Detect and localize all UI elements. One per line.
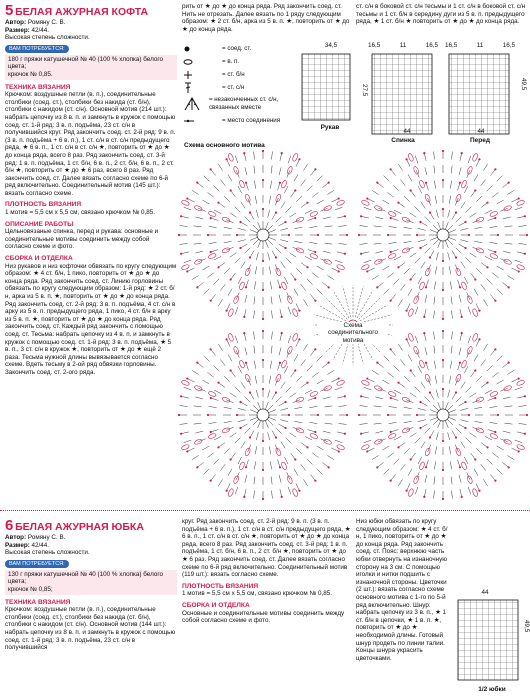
legend	[182, 42, 292, 142]
legend-row: = в. п.	[182, 55, 292, 68]
double-crochet-icon	[182, 82, 222, 94]
connecting-motif-line	[325, 297, 348, 320]
skirt-side-dim: 49,5	[523, 620, 530, 633]
skirt-caption: 1/2 юбки	[478, 686, 506, 693]
hook: крючок № 0,85.	[8, 70, 53, 78]
back-bottom-dim: 44	[403, 128, 411, 135]
size: 42/44.	[31, 541, 50, 549]
hook: крючок № 0,85;	[8, 585, 53, 593]
item6-column	[5, 518, 177, 700]
assembly-text: Основные и соединительные мотивы соединить между собой согласно схеме и фото.	[182, 609, 345, 625]
connecting-motif-label: Схема соединительного мотива	[318, 322, 388, 344]
item-number: 5	[5, 3, 14, 19]
right-top-text-block	[356, 3, 526, 39]
density-title: ПЛОТНОСТЬ ВЯЗАНИЯ	[182, 582, 259, 590]
size-label: Размер:	[5, 26, 30, 34]
author-label: Автор:	[5, 19, 27, 26]
author: Ромяну С. В.	[27, 534, 66, 541]
work-title: ОПИСАНИЕ РАБОТЫ	[5, 220, 74, 228]
legend-row: = ст. б/н	[182, 68, 292, 81]
legend-row: = соед. ст.	[182, 42, 292, 55]
assembly-title: СБОРКА И ОТДЕЛКА	[5, 255, 73, 263]
single-crochet-icon	[182, 70, 222, 80]
work-text: Цельновязаные спинка, перед и рукава: основные и соединительные мотивы соединить между собой согласно схеме и фото.	[5, 228, 159, 251]
pattern-half-skirt	[452, 590, 528, 690]
item-number: 6	[5, 518, 14, 534]
materials-badge: ВАМ ПОТРЕБУЕТСЯ:	[5, 45, 69, 53]
right-top-text: ст. с/н в боковой ст. с/н тесьмы и 1 ст. с/н в боковой ст. с/н тесьмы и 1 ст. б/н в середину дуги из 5 в. п. предыдущего ряда, ★ 1 ст. б/н ★ повторить от ★ до ★ до конца ряда.	[356, 3, 526, 26]
yarn: 130 г пряжи катушечной № 40 (100 % хлопка) белого цвета;	[8, 570, 164, 586]
density-title: ПЛОТНОСТЬ ВЯЗАНИЯ	[5, 201, 82, 209]
item5-column	[5, 3, 177, 507]
item6-heading	[5, 518, 177, 534]
legend-row: = место соединения	[182, 114, 292, 127]
mid-text: круг. Ряд закончить соед. ст. 2-й ряд: 9 в. п. (3 в. п. подъёма + 6 в. п.), 1 ст. с/н в ст. с/н предыдущего ряда, ★ 6 в. п., 1 ст. с/н в ст. с/н ★, повторить от ★ до ★ до конца ряда, всего 8 раз. Ряд закончить соед. ст. 3-й ряд: 1 в. п. подъёма, 1 ст. б/н, 6 в. п., 2 ст. б/н ★, повторить от ★ до ★ 6 раз. Ряд закончить соед. ст. Далее вязать согласно схеме по 6-й ряд включительно. Соединительный мотив (119 шт.): вязать согласно схеме.	[182, 518, 351, 579]
item-title: БЕЛАЯ АЖУРНАЯ ЮБКА	[15, 521, 144, 533]
cluster-icon	[182, 97, 209, 111]
pattern-front	[445, 40, 515, 140]
connecting-motif-line	[318, 305, 346, 321]
sleeve-side-dim: 27,5	[361, 84, 368, 97]
technique-text: Крючком: воздушные петли (в. п.), соединительные столбики (соед. ст.), столбики без накида (ст. б/н), столбики с накидом (ст. с/н). Основной мотив (214 шт.): набрать цепочку из 8 в. п. и замкнуть в кружок с помощью соед. ст. 1-й ряд: 3 в. п. подъёма, 23 ст. с/н в получившийся круг. Ряд закончить соед. ст. 2-й ряд: 9 в. п. (3 в. п. подъёма + 6 в. п.), 1 ст. с/н в ст. с/н предыдущего ряда, ★ 6 в. п., 1 ст. с/н в ст. с/н ★, повторить от ★ до ★ до конца ряда, всего 8 раз. Ряд закончить соед. ст. 3-й ряд: 1 в. п. подъёма, 1 ст. б/н, 6 в. п., 2 ст. б/н, 6 в. п., 2 ст. б/н ★, повторить от ★ до ★ 6 раз, всего 8 раз. Ряд закончить соед. ст. Далее вязать согласно схеме по 6-й ряд включительно. Соединительный мотив (145 шт.): вязать согласно схеме.	[5, 91, 176, 197]
density-text: 1 мотив = 5,5 см х 5,5 см, связано крючком № 0,85.	[182, 590, 332, 598]
motif	[358, 330, 528, 500]
assembly-text: Низ рукавов и низ кофточки обвязать по кругу следующим образом: ★ 4 ст. б/н, 1 пико, повторить от ★ до ★ до конца ряда. Ряд закончить соед. ст. Линию горловины обвязать по кругу следующим образом: 1-й ряд: ★ 2 ст. б/н, арка из 5 в. п. ★, повторить от ★ до ★ до конца ряда. Ряд закончить соед. ст. 2-й ряд: 3 в. п. подъёма, 4 ст. с/н в арку из 5 в. п. предыдущего ряда, 1 пико, 4 ст. б/н в арку из 5 в. п. ★, повторить от ★ до ★ до конца ряда. Ряд закончить соед. ст. Каждый ряд закончить с помощью соед. ст. Тесьма: набрать цепочку из 4 в. п. и замкнуть в кружок с помощью соед. ст. 1-й ряд: 3 в. п. подъёма, ★ 5 в. п., 3 ст. с/н в кружок ★, повторить от ★ до ★ ещё 2 раза. Тесьма нужной длины вывязывается согласно схеме. Вдеть тесьму в 2-ой ряд обвязки горловины. Закончить соед. ст. 2-ого ряда.	[5, 262, 177, 376]
size: 42/44.	[31, 26, 50, 34]
author: Ромяну С. В.	[27, 19, 66, 26]
difficulty: Высокая степень сложности.	[5, 549, 90, 557]
motif	[358, 150, 528, 320]
scheme-title: Схема основного мотива	[184, 142, 265, 149]
materials-box	[5, 55, 177, 80]
legend-row: = незаконченных ст. с/н, связанных вместе	[182, 94, 292, 114]
author-label: Автор:	[5, 534, 27, 541]
materials-badge: ВАМ ПОТРЕБУЕТСЯ:	[5, 560, 69, 568]
technique-title: ТЕХНИКА ВЯЗАНИЯ	[5, 83, 71, 91]
item6-right-column	[356, 518, 448, 700]
item-title: БЕЛАЯ АЖУРНАЯ КОФТА	[15, 6, 149, 18]
front-side-dim: 49,5	[520, 78, 527, 91]
connecting-motif-line	[355, 286, 363, 317]
connecting-motif-line	[360, 305, 388, 321]
density-text: 1 мотив = 5,5 см х 5,5 см, связано крючком № 0,85.	[5, 209, 155, 217]
connecting-motif-line	[343, 286, 351, 317]
connecting-motif-line	[357, 290, 373, 318]
chain-icon	[182, 57, 222, 67]
front-top-dims: 16,5 11 16,5	[445, 42, 515, 49]
materials-box	[5, 570, 177, 595]
pattern-back	[368, 40, 438, 140]
front-bottom-dim: 44	[477, 128, 485, 135]
technique-title: ТЕХНИКА ВЯЗАНИЯ	[5, 598, 71, 606]
motif	[178, 150, 348, 320]
front-caption: Перед	[470, 137, 490, 144]
back-caption: Спинка	[391, 137, 415, 144]
motif	[178, 330, 348, 500]
technique-text: Крючком: воздушные петли (в. п.), соединительные столбики (соед. ст.), столбики без накида (ст. б/н), столбики с накидом (ст. с/н). Основной мотив (144 шт.): набрать цепочку из 8 в. п. и замкнуть в кружок с помощью соед. ст. 1-й ряд: 3 в. п. подъёма, 23 ст. с/н в получившийся	[5, 606, 176, 652]
assembly-title: СБОРКА И ОТДЕЛКА	[182, 601, 250, 609]
sleeve-caption: Рукав	[320, 124, 340, 131]
mid-top-text: рить от ★ до ★ до конца ряда. Ряд закончить соед. ст. Нить не отрезать. Далее вязать по 1 ряду следующим образом: ★ 2 ст. б/н, арка из 5 в. п. ★, повторить от ★ до ★ до конца ряда.	[182, 3, 350, 33]
connecting-motif-line	[359, 297, 382, 320]
mid-top-text-block	[182, 3, 354, 43]
difficulty: Высокая степень сложности.	[5, 34, 90, 42]
slip-stitch-icon	[182, 44, 222, 54]
item6-mid-column	[182, 518, 352, 700]
connecting-motif-line	[333, 290, 349, 318]
back-top-dims: 16,5 11 16,5	[368, 42, 438, 49]
right-text: Низ юбки обвязать по кругу следующим образом: ★ 4 ст. б/н, 1 пико, повторить от ★ до ★ до конца ряда. Ряд закончить соед. ст. Пояс: верхнюю часть юбки отвернуть на изнаночную сторону на 3 см. С помощью иголки и нитки подшить с изнаночной стороны. Цветочки (2 шт.): вязать согласно схеме основного мотива с 1-го по 5-й ряд включительно. Шнур: набрать цепочку из 3 в. п., ★ 1 ст. б/н в цепочки, ★ 1 в. п. ★, повторить от ★ до ★ необходимой длины. Готовый шнур продеть по линии талии. Концы шнура украсить цветочками.	[356, 518, 448, 662]
item5-heading	[5, 3, 177, 19]
legend-row: = ст. с/н	[182, 81, 292, 94]
skirt-top-dim: 44	[481, 589, 489, 596]
size-label: Размер:	[5, 541, 30, 549]
join-point-icon	[182, 116, 222, 126]
sleeve-top-dim: 34,5	[324, 42, 338, 49]
section-divider	[0, 510, 530, 511]
yarn: 180 г пряжи катушечной № 40 (100 % хлопка) белого цвета;	[8, 55, 164, 71]
